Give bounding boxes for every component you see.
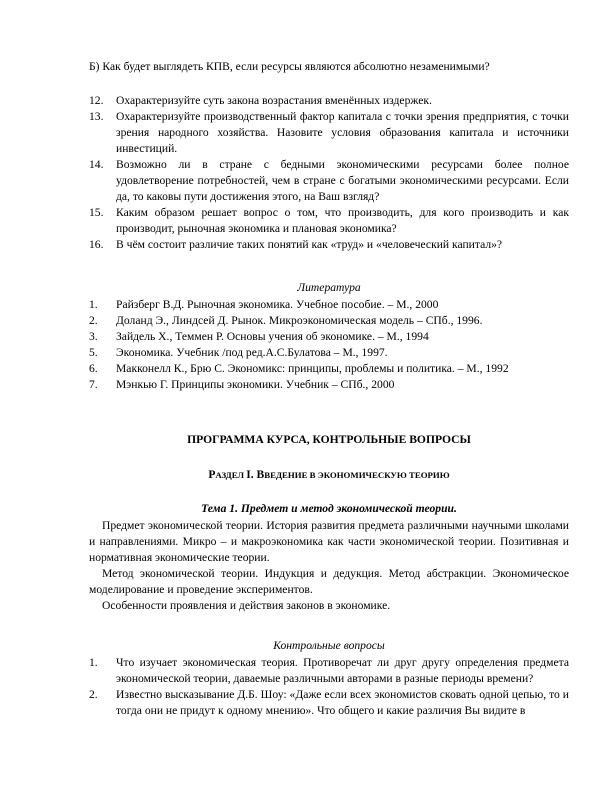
item-number: 14. (89, 158, 104, 171)
item-number: 7. (89, 378, 98, 391)
paragraph: Метод экономической теории. Индукция и дедукция. Метод абстракции. Экономическое моделирование и проведение экспериментов. (89, 567, 569, 596)
control-questions-heading: Контрольные вопросы (273, 639, 385, 652)
item-text: Райзберг В.Д. Рыночная экономика. Учебное пособие. – М., 2000 (116, 298, 439, 311)
item-number: 1. (89, 298, 98, 311)
topic-title: Тема 1. Предмет и метод экономической теории. (201, 502, 457, 515)
item-number: 3. (89, 330, 98, 343)
section-title-part: АЗДЕЛ (215, 470, 247, 480)
item-text: Зайдель Х., Теммен Р. Основы учения об экономике. – М., 1994 (116, 330, 429, 343)
paragraph: Особенности проявления и действия законов в экономике. (102, 599, 391, 612)
paragraph: Предмет экономической теории. История развития предмета различными научными школами и направлениями. Микро – и макроэкономика как части экономической теории. Позитивная и нормативная экономические теории. (89, 519, 569, 564)
item-text: Возможно ли в стране с бедными экономическими ресурсами более полное удовлетворение потребностей, чем в стране с богатыми экономическими ресурсами. Если да, то каковы пути достижения этого, на Ваш взгляд? (116, 158, 569, 203)
list-item (89, 345, 569, 361)
list-item (89, 377, 569, 393)
list-item (89, 329, 569, 345)
list-item (89, 361, 569, 377)
item-number: 13. (89, 110, 104, 123)
control-questions-list (89, 655, 569, 719)
item-text: Экономика. Учебник /под ред.А.С.Булатова – М., 1997. (116, 346, 388, 359)
section-title-part: ВЕДЕНИЕ В ЭКОНОМИЧЕСКУЮ ТЕОРИЮ (264, 470, 450, 480)
list-item (89, 313, 569, 329)
list-item (89, 109, 569, 157)
list-item (89, 93, 569, 109)
item-number: 5. (89, 346, 98, 359)
list-item (89, 237, 569, 253)
list-item (89, 655, 569, 687)
item-text: В чём состоит различие таких понятий как «труд» и «человеческий капитал»? (116, 238, 503, 251)
literature-heading: Литература (297, 281, 361, 294)
item-text: Макконелл К., Брю С. Экономикс: принципы, проблемы и политика. – М., 1992 (116, 362, 509, 375)
item-text: Каким образом решает вопрос о том, что производить, для кого производить и как производит, рыночная экономика и плановая экономика? (116, 206, 569, 235)
list-item (89, 157, 569, 205)
item-number: 15. (89, 206, 104, 219)
item-number: 16. (89, 238, 104, 251)
questions-list-a (89, 93, 569, 253)
list-item (89, 687, 569, 719)
item-number: 1. (89, 656, 98, 669)
item-text: Мэнкью Г. Принципы экономики. Учебник – СПб., 2000 (116, 378, 395, 391)
item-text: Охарактеризуйте суть закона возрастания вменённых издержек. (116, 94, 432, 107)
item-number: 12. (89, 94, 104, 107)
list-item (89, 205, 569, 237)
item-number: 2. (89, 314, 98, 327)
section-title-part: I. В (246, 468, 265, 481)
top-question: Б) Как будет выглядеть КПВ, если ресурсы являются абсолютно незаменимыми? (89, 60, 490, 73)
item-number: 6. (89, 362, 98, 375)
item-text: Охарактеризуйте производственный фактор капитала с точки зрения предприятия, с точки зрения народного хозяйства. Назовите условия образования капитала и источники инвестиций. (116, 110, 569, 155)
item-text: Что изучает экономическая теория. Противоречат ли друг другу определения предмета экономической теории, даваемые различными авторами в разные периоды времени? (116, 656, 569, 685)
section-title (89, 467, 569, 483)
item-text: Известно высказывание Д.Б. Шоу: «Даже если всех экономистов сковать одной цепью, то и тогда они не придут к одному мнению». Что общего и какие различия Вы видите в (116, 688, 569, 717)
program-title: ПРОГРАММА КУРСА, КОНТРОЛЬНЫЕ ВОПРОСЫ (187, 433, 471, 446)
literature-list (89, 297, 569, 393)
topic-body (89, 518, 569, 614)
item-number: 2. (89, 688, 98, 701)
item-text: Доланд Э., Линдсей Д. Рынок. Микроэкономическая модель – СПб., 1996. (116, 314, 483, 327)
list-item (89, 297, 569, 313)
section-title-part: Р (208, 468, 216, 481)
